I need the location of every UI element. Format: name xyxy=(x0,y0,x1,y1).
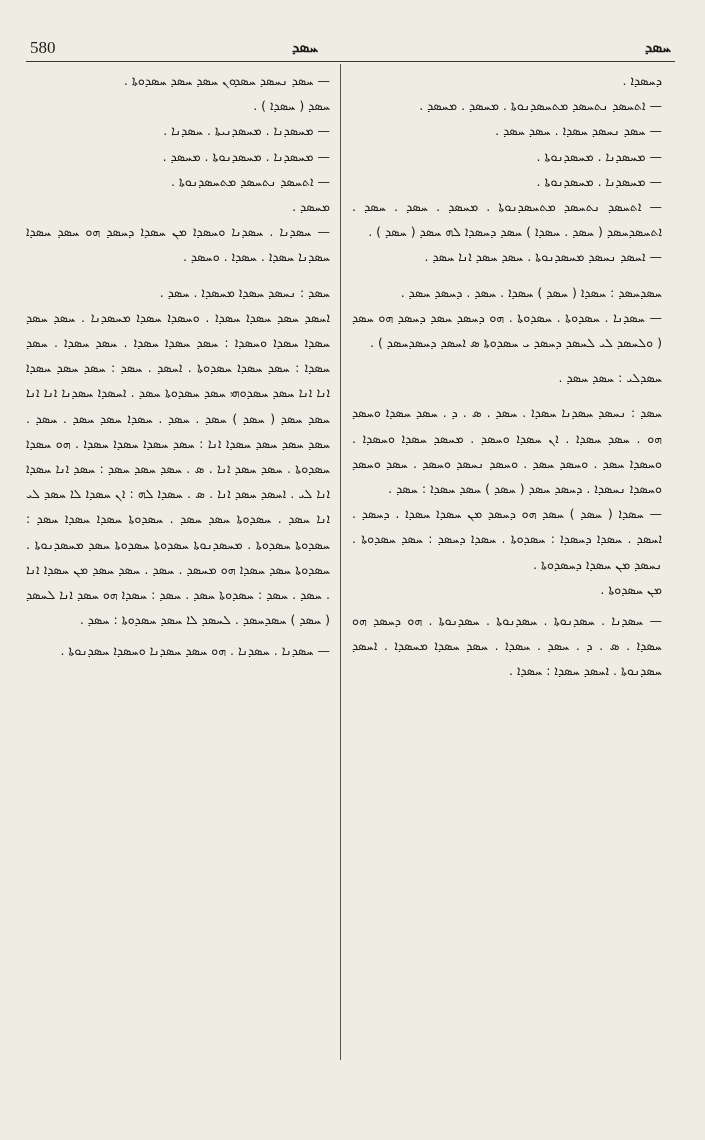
entry: — ܐܬܚܣܕ ܢܬܚܣܕ ܡܬܚܣܕܢܘܬܐ . ܡܚܣܕ . ܡܚܣܕ . xyxy=(419,98,662,114)
entry: — ܚܣܕܢܐ . ܚܣܕܢܐ . ܗܘ ܚܣܕ ܚܣܕܢܐ ܘܚܣܕܐ ܚܣܕܢܘܬܐ . xyxy=(60,643,330,659)
left-column xyxy=(26,68,330,1068)
entry: — ܚܣܕܢܐ . ܚܣܕܢܘܬܐ . ܚܣܕܢܘܬܐ . ܚܣܕܢܘܬܐ . ܗܘ ܕܚܣܕ ܗܘ ܚܣܕܐ . ܣ . ܕ . ܚܣܕ . ܚܣܕܐ . ܚܣܕ ܚܣܕܐ ܡܚܣܕܐ . ܐܚܣܕ ܚܣܕܢܘܬܐ . ܐܚܣܕ ܚܣܕܐ : ܚܣܕܐ . xyxy=(352,613,662,679)
column-divider xyxy=(340,64,341,1060)
entry: — ܐܬܚܣܕ ܢܬܚܣܕ ܡܬܚܣܕܢܘܬܐ . xyxy=(170,173,330,189)
headword-entry: ܚܣܕܠܝ : ܚܣܕ ܚܣܕ . xyxy=(558,370,662,386)
entry: ܡܚܣܕ . xyxy=(292,199,330,215)
running-head-center: ܚܣܕ xyxy=(292,38,319,56)
entry: — ܡܚܣܕܢܐ . ܡܚܣܕܢܝܬܐ . ܚܣܕܢܐ . xyxy=(163,123,330,139)
entry: — ܡܚܣܕܢܐ . ܡܚܣܕܢܘܬܐ . xyxy=(536,148,662,164)
header-rule xyxy=(26,61,675,62)
page-number: 580 xyxy=(30,38,56,57)
entry: ܡܢ ܚܣܕܘܬܐ . xyxy=(600,581,662,597)
headword-entry: ܚܣܕܚܣܕ : ܚܣܕܐ ( ܚܣܕ ) ܚܣܕܐ . ܚܣܕ . ܕܚܣܕ ܚܣܕ . xyxy=(400,284,662,300)
right-column xyxy=(352,68,662,1068)
entry: ܚܣܕ ( ܚܣܕܐ ) . xyxy=(253,98,330,114)
entry: — ܚܣܕ ܢܚܣܕ ܚܣܕܐ . ܚܣܕ ܚܣܕ . xyxy=(495,123,662,139)
entry: — ܡܚܣܕܢܐ . ܡܚܣܕܢܘܬܐ . xyxy=(536,173,662,189)
headword-entry: ܚܣܕ : ܢܚܣܕ ܚܣܕܢܐ ܚܣܕܐ . ܚܣܕ . ܣ . ܕ . ܚܣܕ ܚܣܕܐ ܘܚܣܕ ܗܘ . ܚܣܕ ܚܣܕܐ . ܐܢ ܚܣܕܐ ܘܚܣܕ . ܡܚܣܕ ܚܣܕܐ ܘܚܣܕܐ . ܘܚܣܕܐ ܚܣܕ . ܘܚܣܕ ܚܣܕ . ܘܚܣܕ ܢܚܣܕ ܘܚܣܕ . ܚܣܕ ܘܚܣܕ ܘܚܣܕܐ ܢܚܣܕܐ . ܕܚܣܕ ܚܣܕ ( ܚܣܕ ) ܚܣܕ ܚܣܕܐ : ܚܣܕ . xyxy=(352,405,662,497)
entry: — ܐܬܚܣܕ ܢܬܚܣܕ ܡܬܚܣܕܢܘܬܐ . ܡܚܣܕ . ܚܣܕ . ܚܣܕ . ܐܬܚܣܕܚܣܕ ( ܚܣܕ . ܚܣܕܐ ) ܚܣܕ ܕܚܣܕܐ ܠܗ ܚܣܕ ( ܚܣܕ ) . xyxy=(352,199,662,240)
entry: — ܚܣܕܐ ( ܚܣܕ ) ܚܣܕ ܗܘ ܕܚܣܕ ܡܢ ܚܣܕܐ ܚܣܕܐ . ܕܚܣܕ . ܐܚܣܕ . ܚܣܕܐ ܕܚܣܕܐ : ܚܣܕܘܬܐ . ܚܣܕܐ ܕܚܣܕ : ܚܣܕ ܚܣܕܘܬܐ . ܢܚܣܕ ܡܢ ܚܣܕܐ ܕܚܣܕܘܬܐ . xyxy=(352,506,662,572)
entry: — ܚܣܕܢܐ . ܚܣܕܘܬܐ . ܚܣܕܘܬܐ . ܗܘ ܕܚܣܕ ܚܣܕ ܕܚܣܕ ܗܘ ܚܣܕ ( ܘܠܚܣܕ ܠܝ ܠܚܣܕ ܕܚܣܕ ܝ ܚܣܕܘܬܐ ܣ ܐܚܣܕ ܕܚܣܕܚܣܕ ) . xyxy=(352,309,662,351)
entry: — ܚܣܕ ܢܚܣܕ ܚܣܕܘܢ ܚܣܕ ܚܣܕ ܚܣܕܘܬܐ . xyxy=(123,73,330,88)
headword-entry: ܚܣܕ : ܢܚܣܕ ܚܣܕܐ ܡܚܣܕܐ . ܚܣܕ . xyxy=(159,284,330,300)
entry: — ܡܚܣܕܢܐ . ܡܚܣܕܢܘܬܐ . ܡܚܣܕ . xyxy=(162,148,330,164)
page-header xyxy=(0,30,705,60)
entry: — ܐܚܣܕ ܢܚܣܕ ܡܚܣܕܢܘܬܐ . ܚܣܕ ܚܣܕ ܐܢܐ ܚܣܕ . xyxy=(424,249,662,265)
entry: — ܚܣܕܢܐ . ܚܣܕܢܐ ܘܚܣܕܐ ܡܢ ܚܣܕܐ ܕܚܣܕ ܗܘ ܚܣܕ ܚܣܕܐ ܚܣܕܢܐ ܚܣܕܐ . ܚܣܕܐ . ܘܚܣܕ . xyxy=(26,224,330,265)
running-head-right: ܚܣܕ xyxy=(644,38,671,56)
entry-body: ܐܚܣܕ ܚܣܕ ܚܣܕܐ ܚܣܕܐ . ܘܚܣܕܐ ܚܣܕܐ ܡܚܣܕܢܐ . ܚܣܕ ܚܣܕ ܚܣܕܐ ܚܣܕܐ ܘܚܣܕܐ : ܚܣܕ ܚܣܕܐ ܚܣܕܐ . ܚܣܕ ܚܣܕܐ . ܚܣܕ ܚܣܕܐ : ܚܣܕ ܚܣܕܐ ܚܣܕܘܬܐ . ܐܚܣܕ . ܚܣܕ : ܚܣܕ ܚܣܕ ܚܣܕܐ ܐܢܐ ܐܢܐ ܚܣܕ ܚܣܕܘܗܝ ܚܣܕ ܚܣܕܘܬܐ ܚܣܕ . ܐܚܣܕܐ ܚܣܕܢܐ ܐܢܐ ܐܢܐ ܚܣܕ ܚܣܕ ( ܚܣܕ ) ܚܣܕ . ܚܣܕ . ܚܣܕܐ ܚܣܕ ܚܣܕ . ܚܣܕ . ܚܣܕ ܚܣܕ ܚܣܕ ܚܣܕܐ ܐܢܐ : ܚܣܕ ܚܣܕܐ ܚܣܕܐ ܚܣܕܐ . ܗܘ ܚܣܕܐ ܚܣܕܘܬܐ . ܚܣܕ ܚܣܕ ܐܢܐ . ܣ . ܚܣܕ ܚܣܕ ܚܣܕ : ܚܣܕ ܐܢܐ ܚܣܕܐ ܐܢܐ ܠܝ . ܐܚܣܕ ܚܣܕ ܐܢܐ . ܣ . ܚܣܕܐ ܠܗ : ܐܢ ܚܣܕܐ ܠܐ ܚܣܕ ܠܝ ܐܢܐ ܚܣܕ . ܚܣܕܘܬܐ ܚܣܕ ܚܣܕ . ܚܣܕܘܬܐ ܚܣܕܐ ܚܣܕܐ ܚܣܕ : ܚܣܕܘܬܐ ܚܣܕܘܬܐ . ܡܚܣܕܢܘܬܐ ܚܣܕܘܬܐ ܚܣܕܘܬܐ ܚܣܕ ܡܚܣܕܢܘܬܐ . ܚܣܕܘܬܐ ܚܣܕ ܚܣܕܐ ܗܘ ܡܚܣܕ . ܚܣܕ . ܚܣܕ ܚܣܕ ܡܢ ܚܣܕܐ ܐܢܐ . ܚܣܕ . ܚܣܕ : ܚܣܕܘܬܐ ܚܣܕ . ܚܣܕ : ܚܣܕܐ ܗܘ ܚܣܕ ܐܢܐ ܠܚܣܕ ( ܚܣܕ ) ܚܣܕܚܣܕ . ܠܚܣܕ ܠܐ ܚܣܕ ܚܣܕܘܬܐ : ܚܣܕ . xyxy=(26,309,330,628)
entry: ܕܚܣܕܐ . xyxy=(622,73,662,88)
